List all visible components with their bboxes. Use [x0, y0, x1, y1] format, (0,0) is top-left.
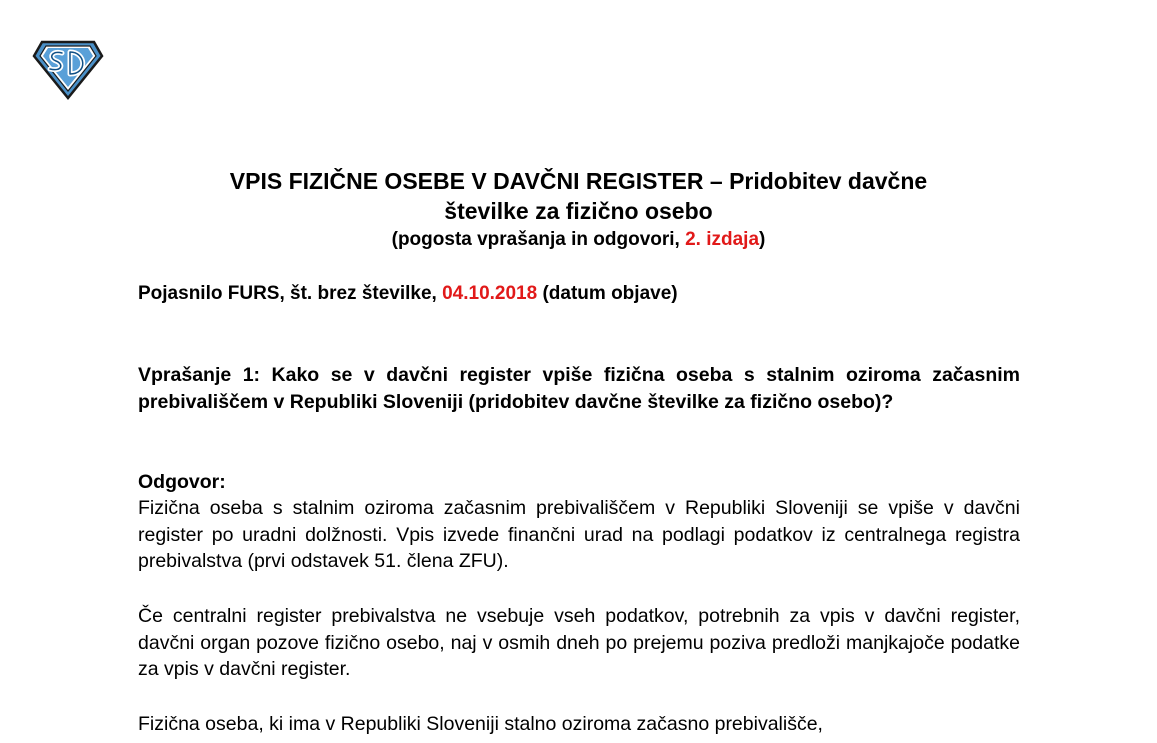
document-title-line-2: številke za fizično osebo — [444, 198, 713, 224]
edition-label: 2. izdaja — [685, 229, 760, 250]
reference-prefix: Pojasnilo FURS, št. brez številke, — [138, 283, 443, 304]
answer-paragraph-2: Če centralni register prebivalstva ne vsebuje vseh podatkov, potrebnih za vpis v davčni register, davčni organ pozove fizično osebo, naj v osmih dneh po prejemu poziva predloži manjkajoče podatke za vpis v davčni register. — [138, 605, 1020, 680]
reference-suffix: (datum objave) — [537, 283, 678, 304]
sd-logo-icon — [32, 40, 104, 100]
reference-line — [138, 282, 678, 306]
document-title-line-1: VPIS FIZIČNE OSEBE V DAVČNI REGISTER – Pridobitev davčne — [229, 168, 928, 194]
logo-shield-graphic — [32, 40, 104, 100]
document-subtitle — [0, 228, 1157, 252]
publication-date: 04.10.2018 — [442, 283, 538, 304]
answer-paragraph-1: Fizična oseba s stalnim oziroma začasnim prebivališčem v Republiki Sloveniji se vpiše v davčni register po uradni dolžnosti. Vpis izvede finančni urad na podlagi podatkov iz centralnega registra prebivalstva (prvi odstavek 51. člena ZFU). — [138, 497, 1020, 572]
subtitle-suffix: ) — [759, 229, 766, 250]
answer-heading: Odgovor: — [138, 471, 226, 493]
answer-paragraph-3: Fizična oseba, ki ima v Republiki Sloveniji stalno oziroma začasno prebivališče, — [138, 713, 823, 735]
question-1: Vprašanje 1: Kako se v davčni register vpiše fizična oseba s stalnim oziroma začasnim prebivališčem v Republiki Sloveniji (pridobitev davčne številke za fizično osebo)? — [138, 364, 1020, 413]
subtitle-prefix: (pogosta vprašanja in odgovori, — [391, 229, 686, 250]
